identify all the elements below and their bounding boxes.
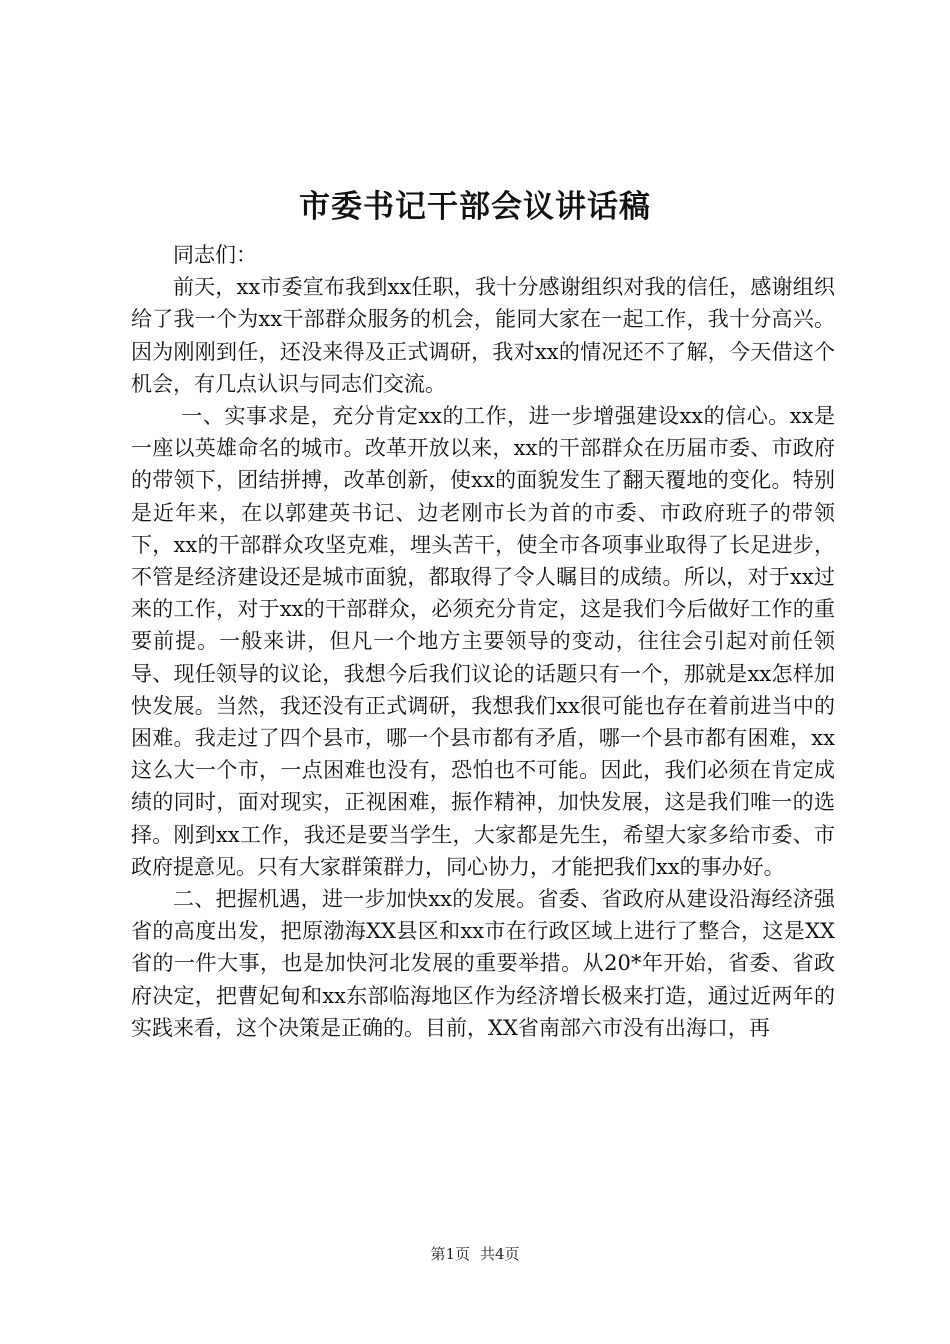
page-footer bbox=[0, 1244, 950, 1264]
paragraph-intro: 前天，xx市委宣布我到xx任职，我十分感谢组织对我的信任，感谢组织给了我一个为xx干部群众服务的机会，能同大家在一起工作，我十分高兴。因为刚刚到任，还没来得及正式调研，我对xx的情况还不了解，今天借这个机会，有几点认识与同志们交流。 bbox=[131, 275, 835, 396]
document-body bbox=[131, 239, 835, 1044]
salutation: 同志们： bbox=[173, 243, 257, 267]
page-total: 共4页 bbox=[480, 1245, 520, 1263]
page-number: 第1页 bbox=[430, 1245, 470, 1263]
document-title: 市委书记干部会议讲话稿 bbox=[299, 189, 651, 225]
paragraph-section-two: 二、把握机遇，进一步加快xx的发展。省委、省政府从建设沿海经济强省的高度出发，把原渤海XX县区和xx市在行政区域上进行了整合，这是XX省的一件大事，也是加快河北发展的重要举措。从20*年开始，省委、省政府决定，把曹妃甸和xx东部临海地区作为经济增长极来打造，通过近两年的实践来看，这个决策是正确的。目前，XX省南部六市没有出海口，再 bbox=[131, 887, 835, 1040]
paragraph-section-one: 一、实事求是，充分肯定xx的工作，进一步增强建设xx的信心。xx是一座以英雄命名的城市。改革开放以来，xx的干部群众在历届市委、市政府的带领下，团结拼搏，改革创新，使xx的面貌发生了翻天覆地的变化。特别是近年来，在以郭建英书记、边老刚市长为首的市委、市政府班子的带领下，xx的干部群众攻坚克难，埋头苦干，使全市各项事业取得了长足进步，不管是经济建设还是城市面貌，都取得了令人瞩目的成绩。所以，对于xx过来的工作，对于xx的干部群众，必须充分肯定，这是我们今后做好工作的重要前提。一般来讲，但凡一个地方主要领导的变动，往往会引起对前任领导、现任领导的议论，我想今后我们议论的话题只有一个，那就是xx怎样加快发展。当然，我还没有正式调研，我想我们xx很可能也存在着前进当中的困难。我走过了四个县市，哪一个县市都有矛盾，哪一个县市都有困难，xx这么大一个市，一点困难也没有，恐怕也不可能。因此，我们必须在肯定成绩的同时，面对现实，正视困难，振作精神，加快发展，这是我们唯一的选择。刚到xx工作，我还是要当学生，大家都是先生，希望大家多给市委、市政府提意见。只有大家群策群力，同心协力，才能把我们xx的事办好。 bbox=[131, 404, 835, 879]
